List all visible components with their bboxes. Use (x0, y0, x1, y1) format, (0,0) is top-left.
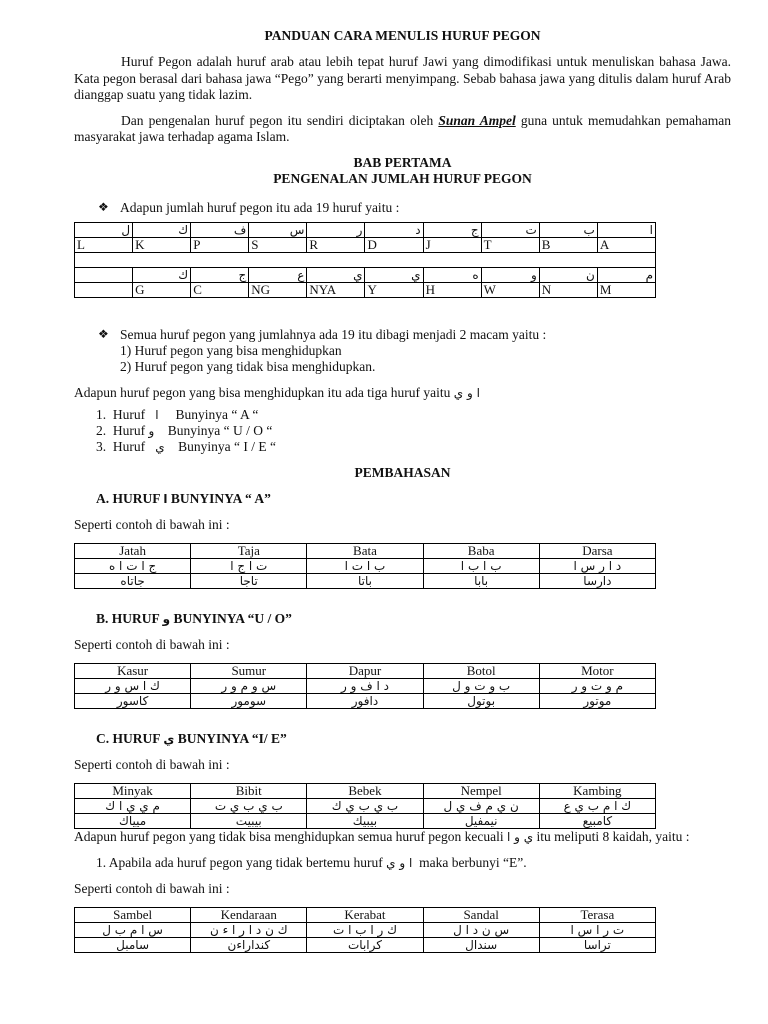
letter-cell: س (249, 222, 307, 237)
latin-cell: H (423, 282, 481, 297)
vowel-item (74, 439, 731, 455)
two-types-item: 1) Huruf pegon yang bisa menghidupkan (120, 342, 342, 358)
word-cell: Minyak (75, 783, 191, 798)
diamond-bullet-icon: ❖ (98, 199, 109, 214)
joined-cell: دارسا (539, 573, 655, 588)
section-b-prefix: B. HURUF (96, 610, 160, 626)
section-b-arabic: و (162, 611, 171, 626)
latin-cell: D (365, 237, 423, 252)
vowel-item-arabic: ا (155, 407, 159, 422)
vowel-item-label: Huruf (112, 422, 146, 438)
letter-cell: ب (539, 222, 597, 237)
latin-cell: C (191, 282, 249, 297)
section-a-suffix: BUNYINYA “ A” (170, 490, 271, 506)
two-types-list (74, 343, 731, 375)
bullet-two-types-text: Semua huruf pegon yang jumlahnya ada 19 itu dibagi menjadi 2 macam yaitu : (120, 326, 547, 342)
split-cell: ب ي ب ي ت (191, 798, 307, 813)
section-b-example-intro: Seperti contoh di bawah ini : (74, 636, 230, 652)
section-b-suffix: BUNYINYA “U / O” (173, 610, 292, 626)
rule-1-arabic: ا و ي (386, 855, 413, 870)
joined-cell: كاسور (75, 693, 191, 708)
latin-cell: N (539, 282, 597, 297)
split-cell: م ي ي ا ك (75, 798, 191, 813)
example-row-split (75, 922, 656, 937)
joined-cell: جاتاه (75, 573, 191, 588)
split-cell: ج ا ت ا ه (75, 558, 191, 573)
letter-cell: ن (539, 267, 597, 282)
word-cell: Motor (539, 663, 655, 678)
split-cell: ت ا ج ا (191, 558, 307, 573)
split-cell: ك ن د ا ر ا ء ن (191, 922, 307, 937)
example-row-words (75, 543, 656, 558)
spacer-cell (75, 252, 656, 267)
joined-cell: سامبل (75, 937, 191, 952)
rule-1 (74, 855, 731, 871)
example-row-words (75, 907, 656, 922)
word-cell: Bibit (191, 783, 307, 798)
joined-cell: بابا (423, 573, 539, 588)
document-page (74, 28, 731, 953)
latin-cell: W (481, 282, 539, 297)
word-cell: Botol (423, 663, 539, 678)
joined-cell: بوتول (423, 693, 539, 708)
latin-cell: S (249, 237, 307, 252)
word-cell: Terasa (539, 907, 655, 922)
latin-cell: A (597, 237, 655, 252)
letter-cell: ر (307, 222, 365, 237)
vowel-item-sound: Bunyinya “ I / E “ (178, 438, 277, 454)
letter-cell: ك (133, 222, 191, 237)
example-row-split (75, 558, 656, 573)
intro-p2-end: guna untuk memudahkan pemahaman masyarakat jawa terhadap agama Islam. (74, 112, 732, 144)
joined-cell: تراسا (539, 937, 655, 952)
example-row-joined (75, 573, 656, 588)
vowel-item-sound: Bunyinya “ A “ (175, 406, 259, 422)
joined-cell: كنداراءن (191, 937, 307, 952)
joined-cell: بيبيت (191, 813, 307, 828)
example-row-joined (75, 813, 656, 828)
letter-cell: د (365, 222, 423, 237)
latin-cell: Y (365, 282, 423, 297)
letter-cell (75, 267, 133, 282)
section-a-arabic: ا (163, 491, 168, 506)
word-cell: Sumur (191, 663, 307, 678)
word-cell: Bebek (307, 783, 423, 798)
vowel-item-sound: Bunyinya “ U / O “ (167, 422, 273, 438)
latin-cell: M (597, 282, 655, 297)
word-cell: Kendaraan (191, 907, 307, 922)
latin-cell: L (75, 237, 133, 252)
word-cell: Nempel (423, 783, 539, 798)
letter-cell: ل (75, 222, 133, 237)
section-b-heading (74, 611, 731, 627)
diamond-bullet-icon: ❖ (98, 326, 109, 341)
letter-cell: ت (481, 222, 539, 237)
latin-cell: J (423, 237, 481, 252)
vowel-item-num: 3. (96, 438, 107, 454)
letters-table (74, 222, 656, 298)
three-letters-arabic: ا و ي (453, 385, 480, 400)
pembahasan-heading: PEMBAHASAN (354, 464, 451, 480)
letter-cell: ا (597, 222, 655, 237)
example-row-joined (75, 693, 656, 708)
letter-cell: ج (423, 222, 481, 237)
split-cell: ب و ت و ل (423, 678, 539, 693)
latin-cell: G (133, 282, 191, 297)
section-c-example-intro: Seperti contoh di bawah ini : (74, 756, 230, 772)
three-letters-text: Adapun huruf pegon yang bisa menghidupkan itu ada tiga huruf yaitu (74, 384, 451, 400)
letters-spacer-row (75, 252, 656, 267)
word-cell: Taja (191, 543, 307, 558)
split-cell: س ا م ب ل (75, 922, 191, 937)
latin-cell: NG (249, 282, 307, 297)
word-cell: Kambing (539, 783, 655, 798)
letters-row-1-latin (75, 237, 656, 252)
letter-cell: ف (191, 222, 249, 237)
joined-cell: سومور (191, 693, 307, 708)
three-letters-line (74, 385, 731, 401)
section-a-heading (74, 491, 731, 507)
vowel-item (74, 423, 731, 439)
joined-cell: بيبيك (307, 813, 423, 828)
vowel-item (74, 407, 731, 423)
word-cell: Baba (423, 543, 539, 558)
section-c-prefix: C. HURUF (96, 730, 160, 746)
letter-cell: و (481, 267, 539, 282)
bab-title: BAB PERTAMA (353, 154, 452, 170)
letter-cell: ي (365, 267, 423, 282)
example-row-split (75, 798, 656, 813)
intro-paragraph-2 (74, 113, 731, 146)
example-row-words (75, 663, 656, 678)
rule-1-end: maka berbunyi “E”. (419, 854, 527, 870)
section-c-arabic: ي (163, 731, 175, 746)
letters-row-2-latin (75, 282, 656, 297)
split-cell: م و ت و ر (539, 678, 655, 693)
bab-subtitle: PENGENALAN JUMLAH HURUF PEGON (273, 170, 532, 186)
vowel-item-arabic: و (148, 423, 155, 438)
letter-cell: ج (191, 267, 249, 282)
letter-cell: ك (133, 267, 191, 282)
split-cell: ن ي م ف ي ل (423, 798, 539, 813)
joined-cell: كرابات (307, 937, 423, 952)
split-cell: د ا ف و ر (307, 678, 423, 693)
rule-1-text: 1. Apabila ada huruf pegon yang tidak bertemu huruf (96, 854, 383, 870)
joined-cell: نيمفيل (423, 813, 539, 828)
split-cell: ت ر ا س ا (539, 922, 655, 937)
latin-cell: NYA (307, 282, 365, 297)
word-cell: Kerabat (307, 907, 423, 922)
letters-row-2-arabic (75, 267, 656, 282)
kaidah-text-start: Adapun huruf pegon yang tidak bisa menghidupkan semua huruf pegon kecuali (74, 828, 504, 844)
example-row-split (75, 678, 656, 693)
example-table-b (74, 663, 656, 709)
letters-row-1-arabic (75, 222, 656, 237)
joined-cell: دافور (307, 693, 423, 708)
bullet-letter-count-text: Adapun jumlah huruf pegon itu ada 19 huruf yaitu : (120, 199, 400, 215)
split-cell: د ا ر س ا (539, 558, 655, 573)
vowel-letter-list (74, 407, 731, 455)
split-cell: س و م و ر (191, 678, 307, 693)
joined-cell: ميياك (75, 813, 191, 828)
letter-cell: م (597, 267, 655, 282)
word-cell: Jatah (75, 543, 191, 558)
intro-p2-start: Dan pengenalan huruf pegon itu sendiri diciptakan oleh (121, 112, 434, 128)
section-c-heading (74, 731, 731, 747)
letter-cell: ه (423, 267, 481, 282)
joined-cell: تاجا (191, 573, 307, 588)
kaidah-text-end: itu meliputi 8 kaidah, yaitu : (536, 828, 690, 844)
bullet-letter-count (74, 199, 731, 216)
word-cell: Darsa (539, 543, 655, 558)
section-a-example-intro: Seperti contoh di bawah ini : (74, 516, 230, 532)
split-cell: ب ا ت ا (307, 558, 423, 573)
kaidah-arabic: ي و ا (507, 829, 534, 844)
example-table-d (74, 907, 656, 953)
vowel-item-label: Huruf (112, 406, 146, 422)
word-cell: Kasur (75, 663, 191, 678)
latin-cell: B (539, 237, 597, 252)
split-cell: ك ا س و ر (75, 678, 191, 693)
split-cell: ب ي ب ي ك (307, 798, 423, 813)
vowel-item-num: 2. (96, 422, 107, 438)
split-cell: ك ر ا ب ا ت (307, 922, 423, 937)
rule-1-example-intro: Seperti contoh di bawah ini : (74, 880, 230, 896)
section-a-prefix: A. HURUF (96, 490, 160, 506)
split-cell: ب ا ب ا (423, 558, 539, 573)
example-row-joined (75, 937, 656, 952)
two-types-item: 2) Huruf pegon yang tidak bisa menghidupkan. (120, 358, 376, 374)
word-cell: Sambel (75, 907, 191, 922)
word-cell: Bata (307, 543, 423, 558)
joined-cell: سندال (423, 937, 539, 952)
letter-cell: ع (249, 267, 307, 282)
sunan-ampel-name: Sunan Ampel (438, 112, 516, 128)
vowel-item-num: 1. (96, 406, 107, 422)
letter-cell: ي (307, 267, 365, 282)
joined-cell: موتور (539, 693, 655, 708)
intro-paragraph-1: Huruf Pegon adalah huruf arab atau lebih tepat huruf Jawi yang dimodifikasi untuk menuliskan bahasa Jawa. Kata pegon berasal dari bahasa jawa “Pego” yang berarti menyimpang. Sebab bahasa jawa yang ditulis dalam huruf Arab dianggap suatu yang tidak lazim. (74, 54, 731, 102)
joined-cell: باتا (307, 573, 423, 588)
word-cell: Dapur (307, 663, 423, 678)
example-row-words (75, 783, 656, 798)
latin-cell: K (133, 237, 191, 252)
kaidah-paragraph (74, 829, 731, 845)
latin-cell: T (481, 237, 539, 252)
section-c-suffix: BUNYINYA “I/ E” (177, 730, 287, 746)
latin-cell: P (191, 237, 249, 252)
bullet-two-types (74, 326, 731, 343)
split-cell: ك ا م ب ي ع (539, 798, 655, 813)
latin-cell: R (307, 237, 365, 252)
example-table-a (74, 543, 656, 589)
document-title: PANDUAN CARA MENULIS HURUF PEGON (264, 28, 541, 43)
split-cell: س ن د ا ل (423, 922, 539, 937)
example-table-c (74, 783, 656, 829)
joined-cell: كامبيع (539, 813, 655, 828)
vowel-item-label: Huruf (112, 438, 146, 454)
word-cell: Sandal (423, 907, 539, 922)
latin-cell (75, 282, 133, 297)
vowel-item-arabic: ي (155, 439, 165, 454)
